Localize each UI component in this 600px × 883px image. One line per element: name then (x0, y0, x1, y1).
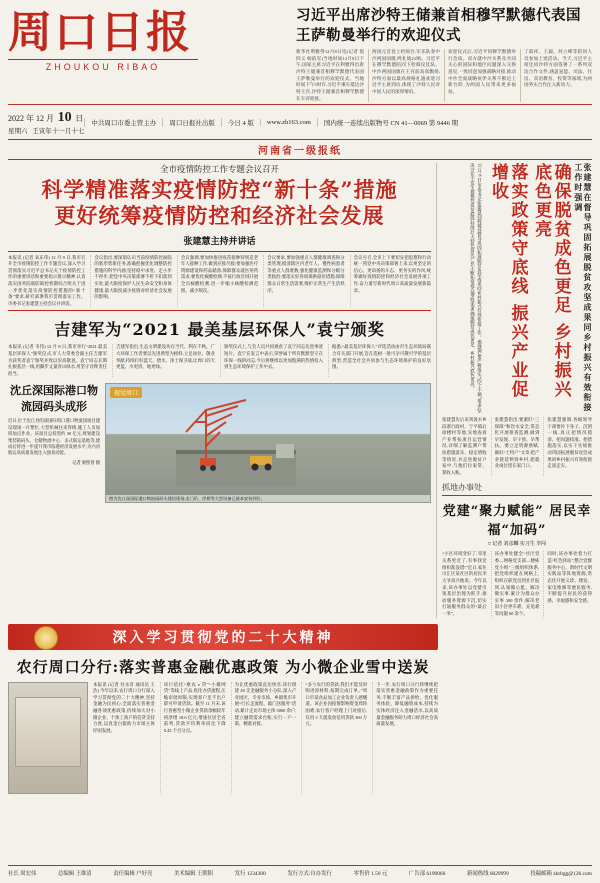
divider (8, 251, 431, 252)
bottom-column-text: 下一步,农行周口分行将继续把落实普惠金融政策作为重要任务,不断丰富产品供给、优化服务体验、降低融资成本,持续为实体经济注入金融活水,以高质量金融服务助力周口经济社会高质量发展。 (372, 682, 438, 794)
date-year-month: 2022 年 12 月 (8, 114, 54, 124)
newspaper-title: 周口日报 (8, 7, 192, 58)
side-second-columns (442, 551, 592, 617)
province-rating-bar: 河南省一级报纸 (8, 140, 592, 160)
side-column-text: 张建慧指出,要紧盯“三保障”和饮水安全,常态化开展排查监测,做到早发现、早干预、早帮扶。要立足资源禀赋,做好“土特产”文章,把产业链延伸到乡村,把就业岗位留在家门口。 (491, 417, 540, 476)
lead-column: 欢迎仪式后,习近平同穆罕默德举行会谈。双方就中沙关系及共同关心的国际和地区问题深入交换意见,一致同意加强战略对接,推动中沙全面战略伙伴关系不断迈上新台阶,为两国人民带来更多福祉。 (444, 49, 516, 102)
side-second-kicker: 抓地办事处 (442, 482, 592, 496)
port-photo (105, 383, 431, 503)
side-headline-vertical-1: 确保脱贫成色更足 乡村振兴底色更亮 (531, 163, 571, 399)
website-url[interactable]: www.zh163.com (260, 119, 317, 126)
main-kicker: 全市疫情防控工作专题会议召开 (159, 165, 279, 175)
footer-item: 零售价 1.50 元 (353, 871, 388, 877)
second-column-text: 颁奖仪式上,与会人员共同观看了袁宁同志先进事迹短片。袁宁在发言中表示,荣誉属于所有默默坚守在环保一线的同志,今后将继续以更加饱满的热情投入到生态环境保护工作中去。 (220, 344, 323, 377)
side-second-column-text: 同时,该办事处着力打造“红色驿站”,整合党群服务中心、新时代文明实践站等阵地资源,常态化开展义诊、理发、家电维修等便民服务,不断提升居民的获得感、幸福感和安全感。 (543, 551, 592, 617)
second-column-text: 本报讯 (记者 韦伟) 12 月 8 日,我市举行“2021 最美基层环保人”颁奖仪式,市人大常委会副主任吉建军为获奖者袁宁颁奖并致以崇高敬意。袁宁同志长期扎根基层一线,用脚步丈量青山绿水,用坚守诠释责任担当。 (8, 344, 107, 376)
publisher-authority: 中共周口市委主管主办 (84, 118, 162, 127)
date-day-unit: 日 (75, 114, 84, 124)
second-column-text: 吉建军指出,生态文明建设功在当代、利在千秋。广大环保工作者要以先进典型为榜样,立足岗位、敬业奉献,持续打好蓝天、碧水、净土保卫战,让周口的天更蓝、水更清、地更绿。 (112, 344, 215, 377)
bottom-story-headline: 农行周口分行:落实普惠金融优惠政策 为小微企业雪中送炭 (16, 657, 430, 676)
main-headline-line1: 科学精准落实疫情防控“新十条”措施 (41, 177, 398, 202)
side-story-columns (442, 417, 592, 476)
newspaper-pinyin: ZHOUKOU RIBAO (8, 59, 198, 72)
crane-illustration (176, 392, 296, 487)
lead-column: 两国元首登上检阅台,军乐队奏中沙两国国歌,鸣礼炮21响。习近平在穆罕默德陪同下检阅仪仗队。中沙两国国旗在王宫前高高飘扬,沙特方面以最高规格礼遇欢迎习近平主席到访,体现了沙特人民对中国人民的深厚情谊。 (368, 49, 440, 102)
date-bar (8, 107, 592, 140)
body-grid (8, 163, 592, 618)
photo-badge: 视觉周口 (110, 387, 142, 398)
lead-story (290, 6, 592, 102)
photo-credit: 记者 梁照曾 摄 (72, 459, 100, 465)
main-column-text: 会议指出,要深刻认识当前疫情防控面临的新形势新任务,准确把握优化调整防控措施的科学内涵,坚持稳中求进、走小步不停步,把党中央决策部署不折不扣落到实处,最大限度保护人民生命安全和身体健康,最大限度减少疫情对经济社会发展的影响。 (90, 255, 171, 308)
footer-item: 新闻热线 6029999 (466, 871, 509, 877)
masthead-logo (8, 6, 290, 72)
main-byline: 张建慧主持并讲话 (183, 236, 256, 247)
side-second-byline: □ 记者 刘彦麟 实习生 李闯 (487, 542, 547, 548)
main-story-columns (8, 255, 431, 308)
lunar-date: 壬寅年十一月十七 (32, 127, 85, 135)
bottom-story (8, 682, 438, 794)
side-second-column-text: 该办事处健全“社区党委—网格党支部—楼栋党小组”三级组织体系,把党组织建在网格上,组织在职党员到社区报到,认领微心愿、解决微实事,累计为群众办实事 300 余件,解决老旧小区停车难、充电难等问题 60 余个。 (491, 551, 540, 617)
bank-photo (8, 682, 88, 794)
side-lead-vertical-text: 12 月 8 日,市委书记张建慧到郸城县督导巩固拓展脱贫攻坚成果同乡村振兴有效衔接工作。他强调,要严格落实“四个不摘”要求,坚决守住不发生规模性返贫底线,持续壮大特色富民产业,不断拓宽群众增收渠道,确保脱贫成色更足、乡村振兴底色更亮。 (470, 163, 483, 413)
side-column-text: 张建慧强调,各级领导干部要扑下身子、沉到一线,真正把情况摸清、把问题找准、把措施落实,以实干实绩推动巩固拓展脱贫攻坚成果同乡村振兴有效衔接走深走实。 (543, 417, 592, 476)
second-story-columns (8, 344, 431, 377)
campaign-banner (8, 624, 438, 650)
footer-item: 社长 周宏伟 (8, 871, 37, 877)
footer-item: 发行 1234300 (234, 871, 266, 877)
photo-story (8, 383, 431, 503)
divider (8, 310, 431, 311)
photo-story-text: 近日,位于沈丘县的深国际周口港口物流园项目建设现场一片繁忙,大型机械往来穿梭,施工人员加班加点作业。该项目总投资约 30 亿元,规划建设集装箱码头、仓储物流中心、多式联运基地等,建成后将进一步提升我市临港经济发展水平,为内河航运高质量发展注入强劲动能。 (8, 418, 100, 456)
bottom-column-text: 本报讯 (记者 付永奇 通讯员 王浩) 今年以来,农行周口分行深入学习贯彻党的二十大精神,坚持金融为民初心,全面落实普惠金融各项优惠政策,持续加大对小微企业、个体工商户的信贷支持力度,以真金白银助力市场主体纾困发展。 (93, 681, 155, 733)
side-kicker-vertical: 张建慧在督导巩固拓展脱贫攻坚成果同乡村振兴有效衔接工作时强调 (573, 163, 593, 413)
banner-text: 深入学习贯彻党的二十大精神 (112, 629, 334, 646)
side-second-headline: 党建“聚力赋能” 居民幸福“加码” (442, 504, 592, 539)
lead-column: 丁薛祥、王毅、何立峰等陪同人员参加上述活动。当天,习近平主席还同沙特方面签署了一系列双边合作文件,涵盖氢能、司法、住房、双语教育、投资等领域,为两国务实合作注入新动力。 (520, 49, 592, 102)
main-column-text: 会议强调,要加快推进疫苗接种特别是老年人接种工作,做到应接尽接;要加强医疗资源建设和药品储备,保障群众就医用药需求;要优化核酸检测,不按行政区域开展全员核酸检测,进一步缩小核酸检测范围、减少频次。 (177, 255, 258, 308)
footer (8, 865, 592, 877)
masthead (8, 6, 592, 105)
photo-caption: 图为沈丘深国际港口物流园码头建设现场,龙门吊、岸桥等大型设备已基本安装到位。 (106, 495, 430, 503)
photo-story-title: 沈丘深国际港口物流园码头成形 (10, 384, 98, 413)
main-column (8, 163, 436, 618)
side-second-column-text: “小区环境变好了,邻里关系更近了,有事找党组织准没错!”近日,家住川汇区某社区的居民李大爷高兴地说。今年以来,该办事处以党建引领基层治理为抓手,推动服务资源下沉,切实打通服务群众的“最后一米”。 (442, 551, 487, 616)
footer-item: 美术编辑 王朝阳 (173, 871, 214, 877)
bottom-column-text: “多亏农行的贷款,我们才能及时购进原材料,按期完成订单。”周口市某食品加工企业负责人感慨道。该企业因疫情影响资金周转困难,农行客户经理上门对接后,仅用 3 天就发放信用贷款 300 万元。 (301, 682, 367, 794)
side-vertical-block (442, 163, 592, 413)
lead-story-columns (296, 49, 592, 102)
date-day: 10 (57, 110, 72, 126)
footer-item: 投稿邮箱 zkrbgg@126.com (530, 871, 592, 877)
date-block (8, 109, 84, 136)
bottom-column-text: 该行依托“惠农 e 贷”“小微网贷”等线上产品,优化办贷流程,压缩审批时限,实现客户足不出户即可申请贷款。截至 11 月末,该行普惠型小微企业贷款余额较年初净增 18.6 亿元,增速位居全省前列,贷款平均利率同比下降 0.45 个百分点。 (160, 682, 226, 794)
main-column-text: 会议要求,要加强重点人群健康调查和分类管理,摸清辖区内老年人、慢性病患者等重点人群底数,强化健康监测和分级分类救治;要落实好各项保供稳价措施,保障群众日常生活需要,维护正常生产生活秩序。 (263, 255, 344, 308)
photo-story-text-block (8, 383, 100, 503)
second-story-headline: 吉建军为“2021 最美基层环保人”袁宁颁奖 (54, 320, 385, 340)
footer-item: 总编辑 王维清 (57, 871, 92, 877)
lead-column: 新华社利雅得12月8日电(记者 倪四义 杨依军)当地时间12月8日下午,国家主席习近平在利雅得出席沙特王储兼首相穆罕默德代表国王萨勒曼举行的欢迎仪式。当地时间下午5时许,习近平乘车抵达沙特王宫,沙特王储兼首相穆罕默德在车旁迎接。 (296, 49, 364, 101)
footer-item: 发行方式:自办发行 (287, 871, 332, 877)
footer-item: 责任编辑 户好亮 (113, 871, 153, 877)
bottom-column-text: 为让优惠政策直达快享,该行组建 28 支金融服务小分队,深入产业园区、专业市场、乡镇集市开展“行长走流程、敲门送服务”活动,累计走访市场主体 5000 余户,建立融资需求台账,实行一户一策、精准对接。 (231, 682, 297, 794)
bank-photo-inner (15, 697, 81, 767)
main-column-text: 本报讯 (记者 朱东伟) 12 月 9 日,我市召开全市疫情防控工作专题会议,深入学习贯彻落实习近平总书记关于疫情防控工作的重要讲话和重要指示批示精神,认真落实国务院联防联控机制综合组关于进一步优化落实疫情防控措施的“新十条”要求,研究部署我市贯彻落实工作。市委书记张建慧主持会议并讲话。 (8, 254, 86, 306)
seal-icon (34, 626, 58, 650)
weekday: 星期六 (8, 127, 28, 135)
side-column-text: 张建慧先后来到汲水乡段寨行政村、宁平镇后徐楼村等地,实地查看产业帮扶项目运营情况,详细了解监测户帮扶措施落实、稳定增收等情况,并走进脱贫户家中,与他们拉家常、算收入账。 (442, 417, 487, 475)
page-count: 今日 4 版 (221, 118, 260, 127)
lead-headline: 习近平出席沙特王储兼首相穆罕默德代表国王萨勒曼举行的欢迎仪式 (296, 7, 581, 44)
main-headline-line2: 更好统筹疫情防控和经济社会发展 (54, 203, 385, 229)
issue-number: 国内统一连续出版物号 CN 41—0069 第 9446 期 (317, 118, 592, 127)
footer-item: 广告部 6190066 (408, 871, 446, 877)
side-column (436, 163, 592, 618)
second-column-text: 据悉,“最美基层环保人”评选活动由市生态环境局联合有关部门开展,旨在选树一批可亲可敬可学的基层典型,营造全社会共同参与生态环境保护的良好氛围。 (328, 344, 431, 377)
main-column-text: 会议号召,全市上下要切实把思想和行动统一到党中央决策部署上来,以更坚定的信心、更昂扬的斗志、更务实的作风,统筹做好疫情防控和经济社会发展各项工作,奋力谱写新时代周口高质量发展新篇章。 (350, 255, 431, 308)
bottom-story-columns (93, 682, 438, 794)
side-headline-vertical-2: 落实政策守底线 振兴产业促增收 (487, 163, 528, 399)
publisher-name: 周口日报社出版 (162, 118, 221, 127)
